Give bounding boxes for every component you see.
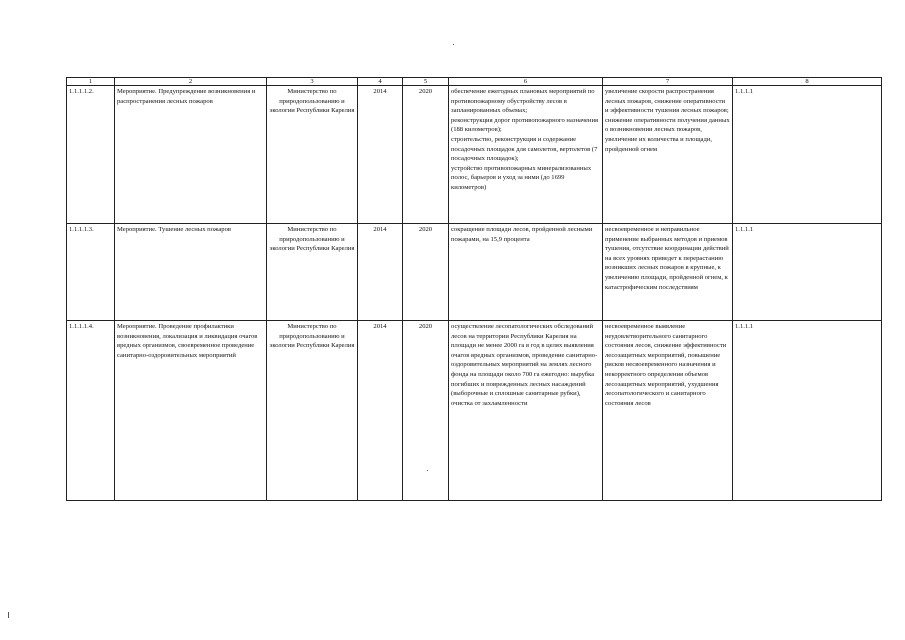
measure-start-year: 2014 xyxy=(358,224,403,321)
measure-start-year: 2014 xyxy=(358,321,403,501)
measure-indicator-link: 1.1.1.1 xyxy=(733,224,882,321)
measure-expected-result: сокращение площади лесов, пройденной лесными пожарами, на 15,9 процента xyxy=(449,224,603,321)
measure-executor: Министерство по природопользованию и экологии Республики Карелия xyxy=(267,224,358,321)
header-cell-8: 8 xyxy=(733,78,882,86)
header-cell-6: 6 xyxy=(449,78,603,86)
scan-speck xyxy=(8,612,9,618)
measure-title: Мероприятие. Предупреждение возникновения и распространения лесных пожаров xyxy=(115,86,267,224)
measure-number: 1.1.1.1.3. xyxy=(67,224,115,321)
measure-start-year: 2014 xyxy=(358,86,403,224)
scan-speck xyxy=(453,44,454,45)
measure-title: Мероприятие. Тушение лесных пожаров xyxy=(115,224,267,321)
measure-expected-result: обеспечение ежегодных плановых мероприятий по противопожарному обустройству лесов в запланированных объемах; реконструкция дорог противопожарного назначения (188 километров); строительство, реконструкция и содержание посадочных площадок для самолетов, вертолетов (7 посадочных площадок); устройство противопожарных минерализованных полос, барьеров и уход за ними (до 1699 километров) xyxy=(449,86,603,224)
measure-end-year: 2020 xyxy=(403,321,449,501)
header-cell-7: 7 xyxy=(603,78,733,86)
measure-indicator-link: 1.1.1.1 xyxy=(733,86,882,224)
measure-consequences: несвоевременное выявление неудовлетворительного санитарного состояния лесов, снижение эффективности лесозащитных мероприятий, повышение рисков несвоевременного назначения и некорректного определения объемов лесозащитных мероприятий, ухудшения лесопатологического и санитарного состояния лесов xyxy=(603,321,733,501)
measure-end-year: 2020 xyxy=(403,224,449,321)
measure-consequences: увеличение скорости распространения лесных пожаров, снижение оперативности и эффективности тушения лесных пожаров; снижение оперативности получения данных о возникновении лесных пожаров, увеличение их количества и площади, пройденной огнем xyxy=(603,86,733,224)
measures-table xyxy=(66,77,882,501)
table-row xyxy=(67,321,882,501)
table-row xyxy=(67,224,882,321)
measure-indicator-link: 1.1.1.1 xyxy=(733,321,882,501)
table-row xyxy=(67,86,882,224)
measure-executor: Министерство по природопользованию и экологии Республики Карелия xyxy=(267,86,358,224)
measure-end-year: 2020 xyxy=(403,86,449,224)
header-cell-2: 2 xyxy=(115,78,267,86)
measure-executor: Министерство по природопользованию и экологии Республики Карелия xyxy=(267,321,358,501)
table-header-row xyxy=(67,78,882,86)
measure-consequences: несвоевременное и неправильное применение выбранных методов и приемов тушения, отсутствие координации действий на всех уровнях приведет к перерастанию возникших лесных пожаров в крупные, к увеличению площади, пройденной огнем, к катастрофическим последствиям xyxy=(603,224,733,321)
measure-title: Мероприятие. Проведение профилактики возникновения, локализация и ликвидация очагов вредных организмов, своевременное проведение санитарно-оздоровительных мероприятий xyxy=(115,321,267,501)
header-cell-3: 3 xyxy=(267,78,358,86)
measure-number: 1.1.1.1.2. xyxy=(67,86,115,224)
scan-speck xyxy=(427,470,428,471)
measure-number: 1.1.1.1.4. xyxy=(67,321,115,501)
measure-expected-result: осуществление лесопатологических обследований лесов на территории Республики Карелия на площади не менее 2000 га в год в целях выявления очагов вредных организмов, проведение санитарно-оздоровительных мероприятий на землях лесного фонда на площади около 700 га ежегодно: вырубка погибших и поврежденных лесных насаждений (выборочные и сплошные санитарные рубки), очистка от захламленности xyxy=(449,321,603,501)
header-cell-4: 4 xyxy=(358,78,403,86)
header-cell-5: 5 xyxy=(403,78,449,86)
header-cell-1: 1 xyxy=(67,78,115,86)
